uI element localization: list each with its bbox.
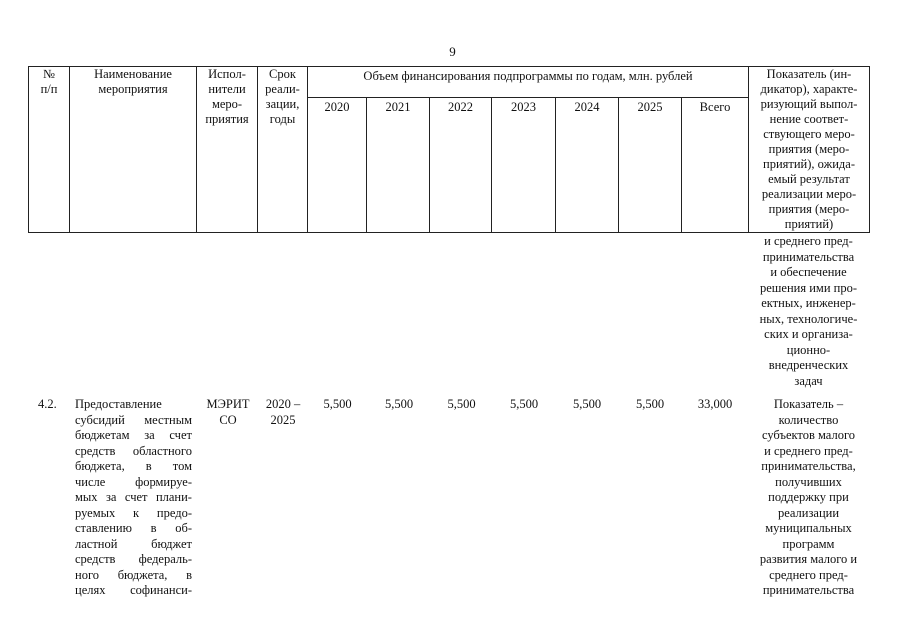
- header-year-2022: 2022: [430, 98, 492, 233]
- row-number: 4.2.: [38, 397, 57, 411]
- header-indicator: Показатель (ин- дикатор), характе- ризующий выпол- нение соответ- ствующего меро- приятия (меро- приятий), ожида- емый результат реализации меро- приятия (меро- приятий): [749, 67, 870, 233]
- header-name: Наименование мероприятия: [70, 67, 197, 233]
- value-2020: 5,500: [323, 397, 352, 411]
- header-year-2021: 2021: [367, 98, 430, 233]
- value-2025: 5,500: [635, 397, 665, 411]
- header-term: Срок реали- зации, годы: [258, 67, 308, 233]
- page-number: 9: [449, 44, 456, 59]
- value-2023: 5,500: [509, 397, 539, 411]
- value-2021: 5,500: [384, 397, 414, 411]
- header-number: № п/п: [29, 67, 70, 233]
- continuation-indicator-text: и среднего пред- принимательства и обеспечение решения ими про- ектных, инженер- ных, технологиче- ских и организа- ционно- внедренческих задач: [759, 234, 858, 388]
- header-year-2023: 2023: [492, 98, 556, 233]
- row-term: 2020 – 2025: [265, 397, 301, 427]
- header-executors: Испол- нители меро- приятия: [197, 67, 258, 233]
- value-total: 33,000: [697, 397, 733, 411]
- row-name: Предоставление субсидий местным бюджетам за счет средств областного бюджета, в том числе формируе- мых за счет плани- руемых к предо- ставлению в об- ластной бюджет средств федераль- ного бюджета, в целях софинанси-: [75, 397, 192, 597]
- row-executor: МЭРИТ СО: [206, 397, 250, 427]
- value-2022: 5,500: [447, 397, 476, 411]
- header-year-total: Всего: [682, 98, 749, 233]
- header-year-2025: 2025: [619, 98, 682, 233]
- header-year-2024: 2024: [556, 98, 619, 233]
- value-2024: 5,500: [572, 397, 602, 411]
- header-financing-title: Объем финансирования подпрограммы по годам, млн. рублей: [308, 67, 749, 98]
- table-header: [28, 66, 870, 233]
- row-indicator: Показатель – количество субъектов малого и среднего пред- принимательства, получивших поддержку при реализации муниципальных программ развития малого и среднего пред- принимательства: [759, 397, 858, 597]
- header-year-2020: 2020: [308, 98, 367, 233]
